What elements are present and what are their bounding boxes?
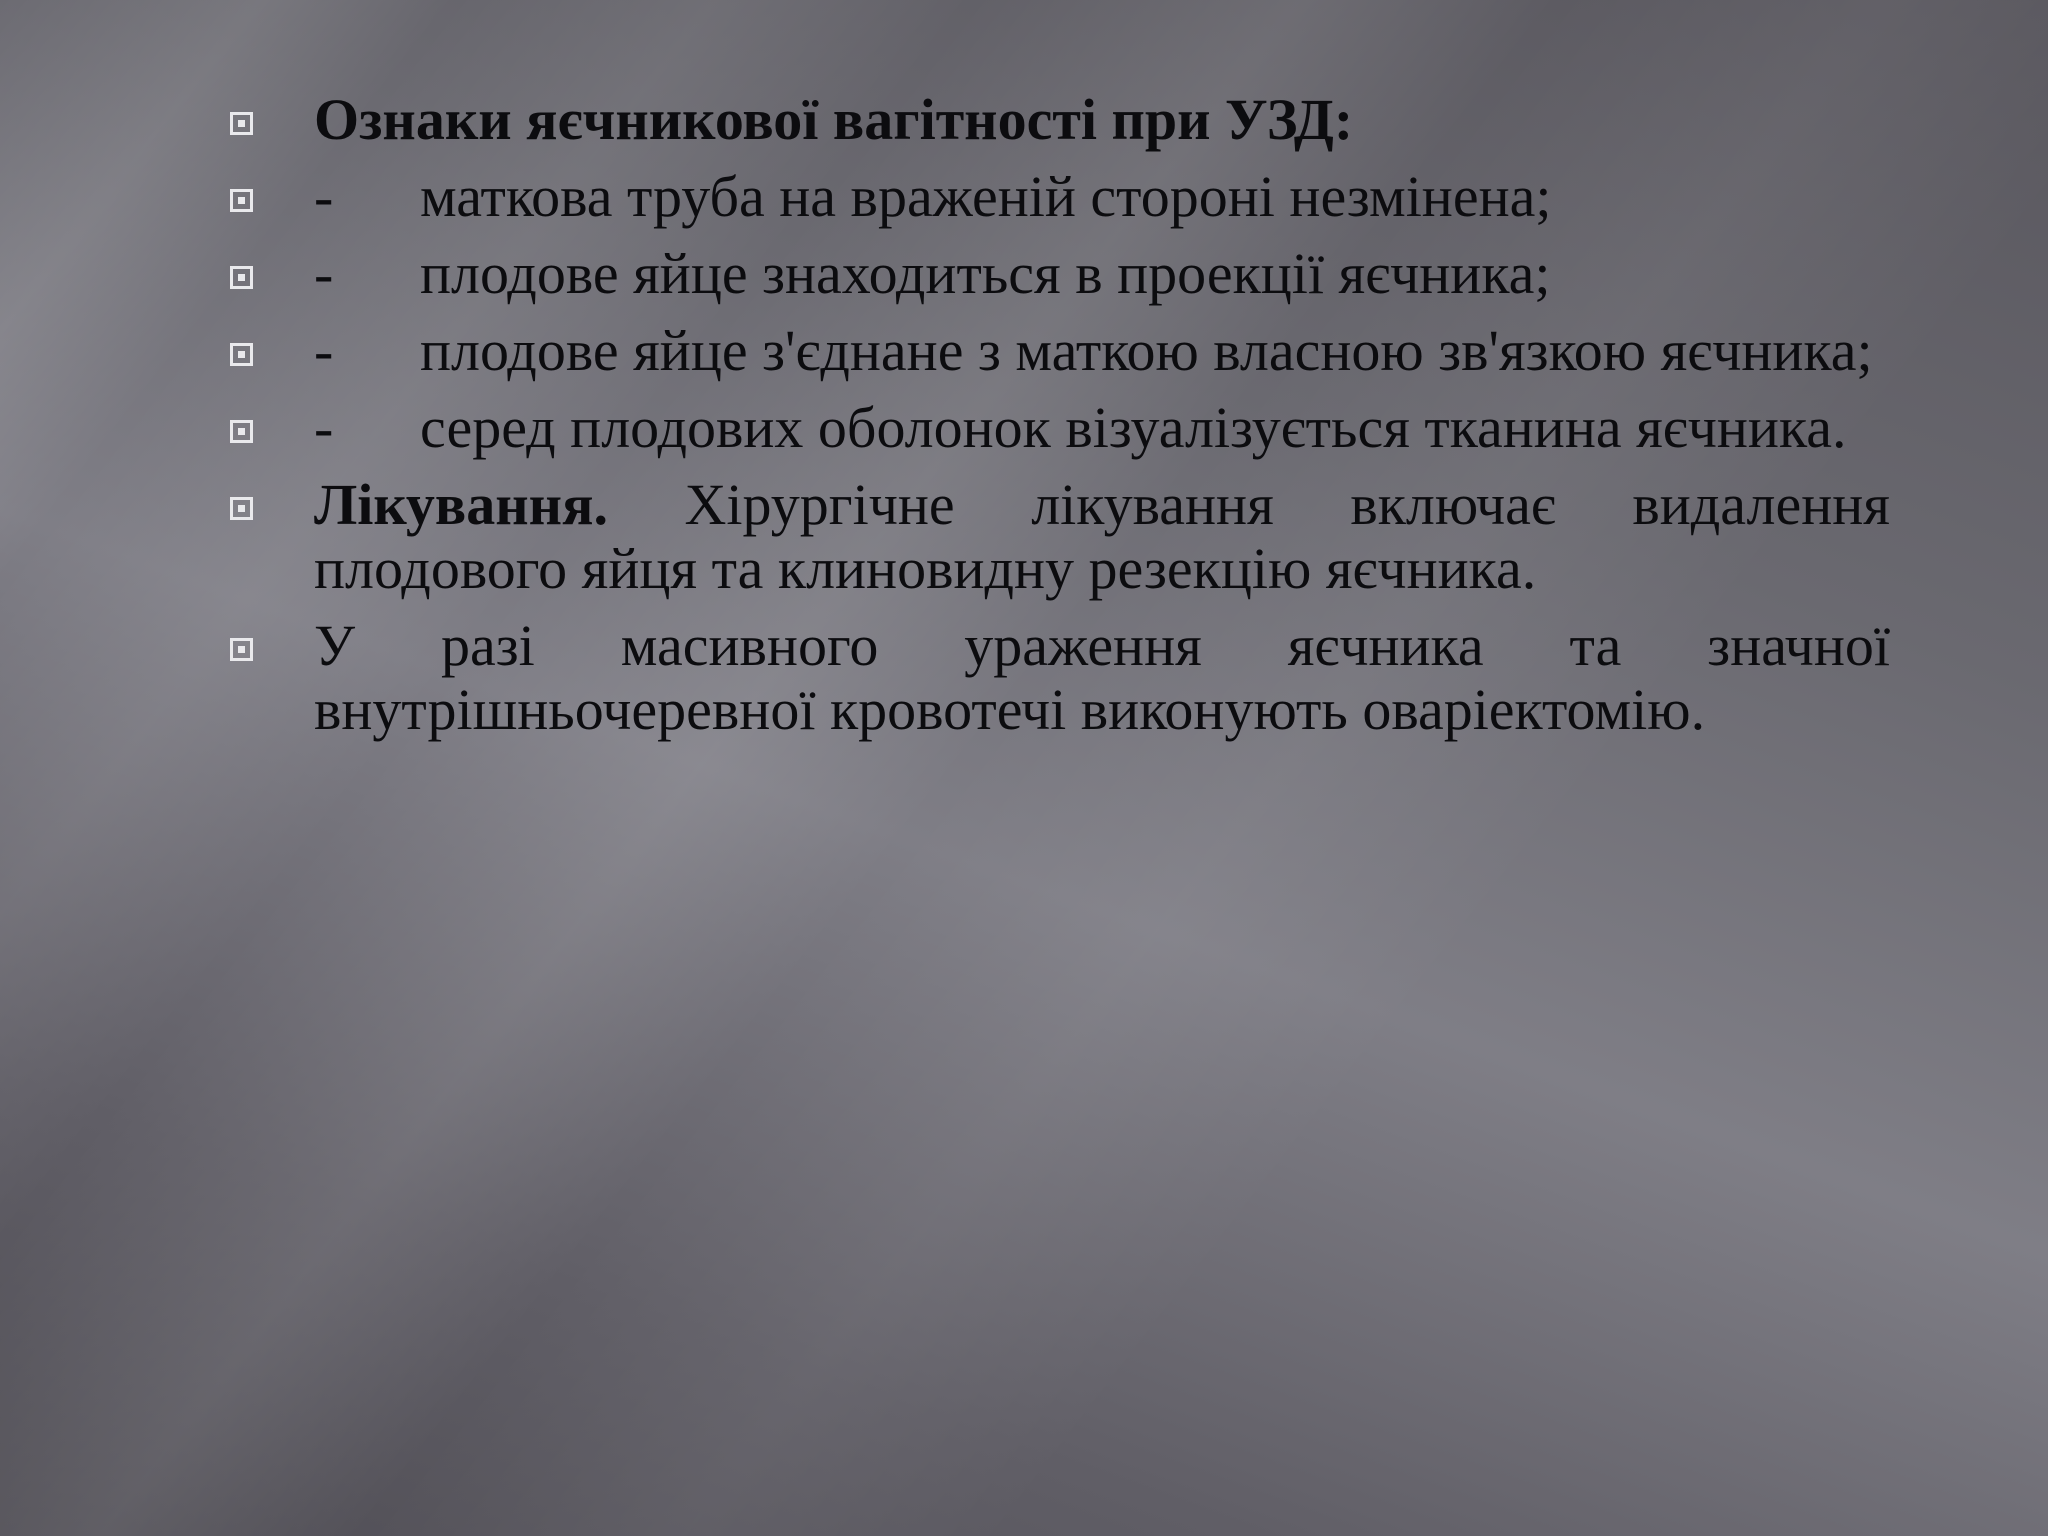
bullet-item-oophorectomy bbox=[230, 614, 1890, 742]
dash-marker: - bbox=[314, 318, 334, 383]
square-bullet-icon bbox=[230, 638, 253, 661]
square-bullet-icon bbox=[230, 420, 253, 443]
bullet-item-heading bbox=[230, 88, 1890, 152]
item-text: плодове яйце з'єднане з маткою власною зв'язкою яєчника; bbox=[420, 318, 1873, 383]
bullet-text: У разі масивного ураження яєчника та значної внутрішньочеревної кровотечі виконують оваріектомію. bbox=[314, 613, 1890, 742]
treatment-bold-text: Лікування. bbox=[314, 472, 608, 537]
item-text: плодове яйце знаходиться в проекції яєчника; bbox=[420, 241, 1551, 306]
bullet-text bbox=[314, 396, 1890, 460]
item-text: серед плодових оболонок візуалізується тканина яєчника. bbox=[420, 395, 1847, 460]
square-bullet-icon bbox=[230, 343, 253, 366]
heading-bold-text: Ознаки яєчникової вагітності при УЗД: bbox=[314, 87, 1354, 152]
bullet-text bbox=[314, 473, 1890, 601]
bullet-text bbox=[314, 242, 1890, 306]
bullet-text bbox=[314, 165, 1890, 229]
bullet-text bbox=[314, 88, 1890, 152]
bullet-text bbox=[314, 319, 1890, 383]
item-text: Хірургічне лікування включає видалення плодового яйця та клиновидну резекцію яєчника. bbox=[314, 472, 1890, 601]
bullet-item-tube bbox=[230, 165, 1890, 229]
bullet-item-tissue bbox=[230, 396, 1890, 460]
slide-content bbox=[230, 88, 1890, 755]
square-bullet-icon bbox=[230, 266, 253, 289]
dash-marker: - bbox=[314, 164, 334, 229]
bullet-item-projection bbox=[230, 242, 1890, 306]
dash-marker: - bbox=[314, 241, 334, 306]
item-text: маткова труба на враженій стороні незмінена; bbox=[420, 164, 1552, 229]
dash-marker: - bbox=[314, 395, 334, 460]
square-bullet-icon bbox=[230, 497, 253, 520]
bullet-item-treatment bbox=[230, 473, 1890, 601]
square-bullet-icon bbox=[230, 112, 253, 135]
square-bullet-icon bbox=[230, 189, 253, 212]
bullet-item-ligament bbox=[230, 319, 1890, 383]
